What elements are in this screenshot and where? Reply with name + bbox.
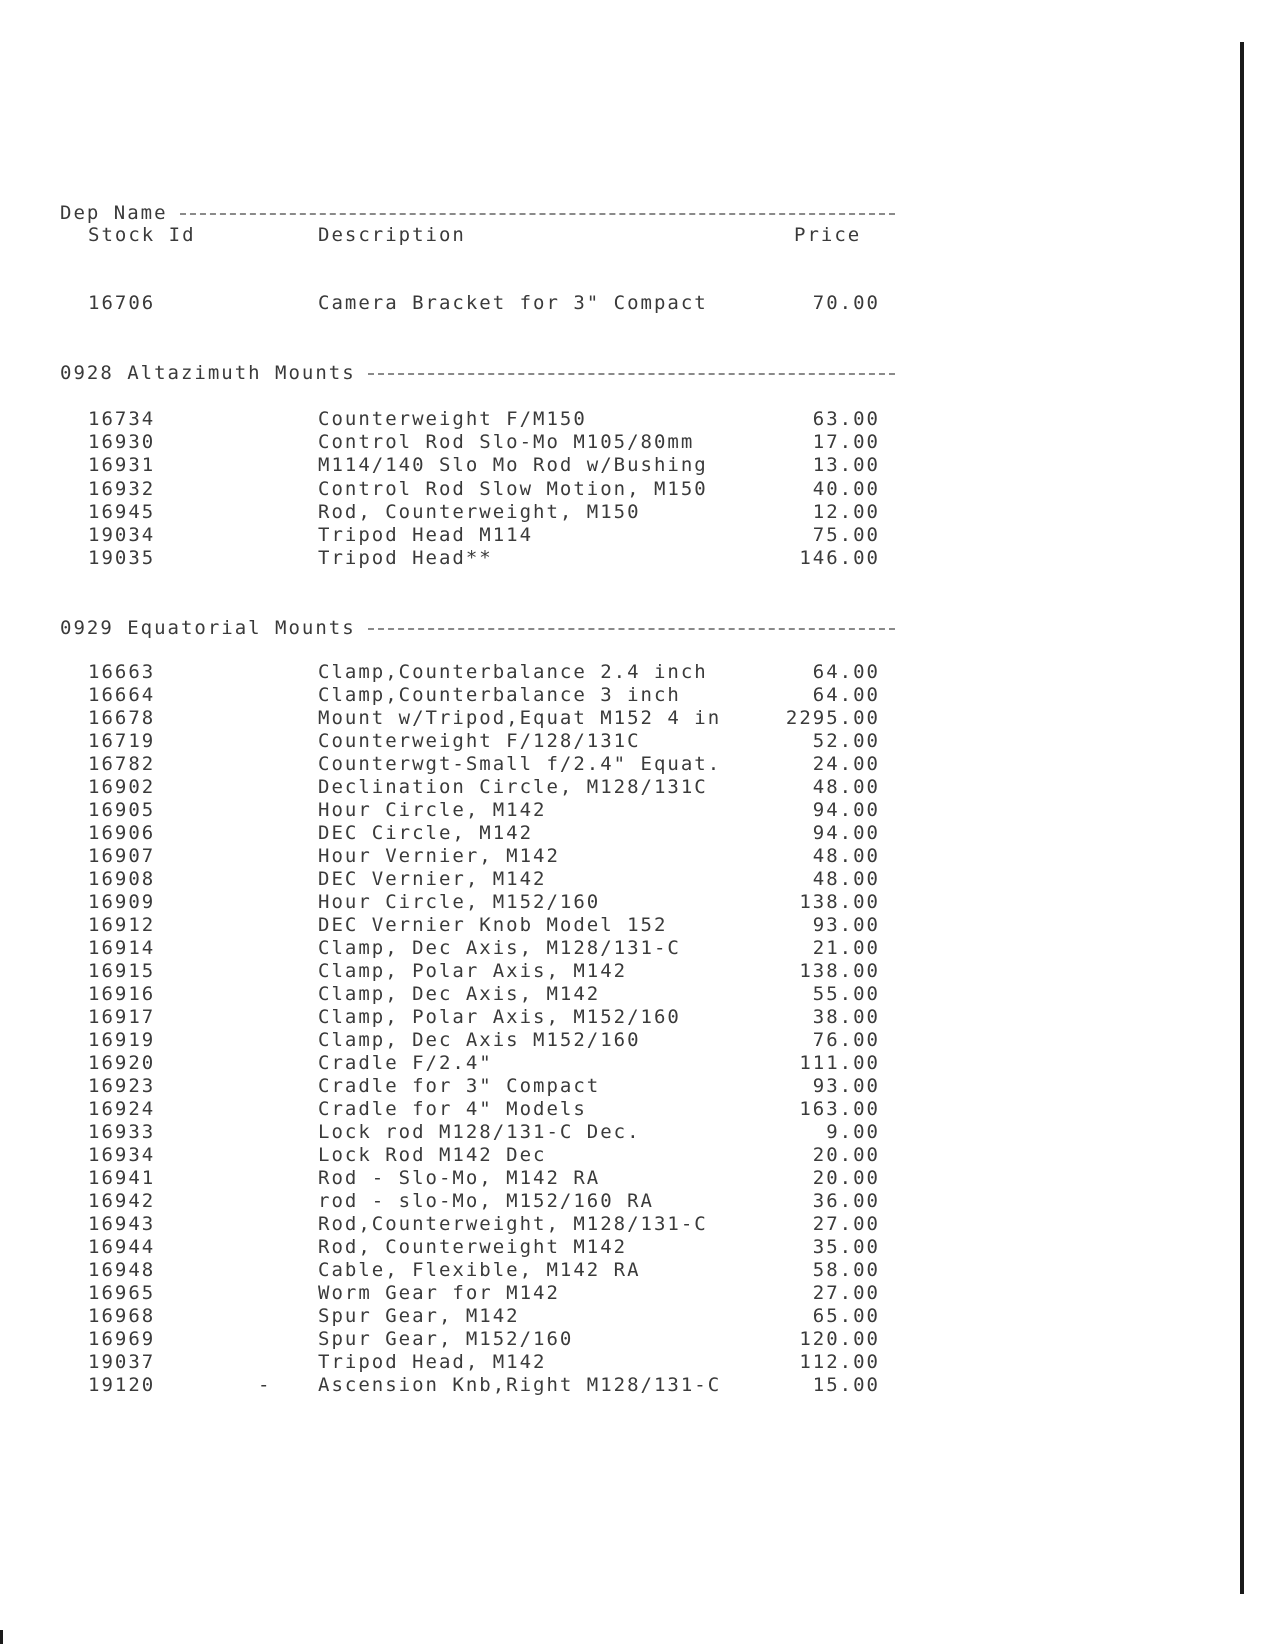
description-cell: Declination Circle, M128/131C xyxy=(318,776,708,798)
table-row xyxy=(0,1330,1000,1353)
table-row xyxy=(0,1008,1000,1031)
table-row xyxy=(0,663,1000,686)
table-row xyxy=(0,410,1000,433)
description-cell: Clamp, Dec Axis M152/160 xyxy=(318,1029,641,1051)
description-cell: Hour Circle, M142 xyxy=(318,799,547,821)
price-cell: 38.00 xyxy=(812,1006,880,1028)
price-cell: 75.00 xyxy=(812,524,880,546)
description-cell: DEC Circle, M142 xyxy=(318,822,534,844)
description-cell: Cradle F/2.4" xyxy=(318,1052,493,1074)
table-row xyxy=(0,801,1000,824)
price-cell: 21.00 xyxy=(812,937,880,959)
price-cell: 138.00 xyxy=(799,960,880,982)
row-mark: - xyxy=(258,1374,272,1396)
stock-id-cell: 16945 xyxy=(88,500,156,523)
stock-id-cell: 16916 xyxy=(88,983,156,1005)
table-row xyxy=(0,549,1000,572)
description-cell: Lock rod M128/131-C Dec. xyxy=(318,1121,641,1143)
price-cell: 93.00 xyxy=(812,1075,880,1097)
table-row xyxy=(0,732,1000,755)
stock-id-cell: 16919 xyxy=(88,1029,156,1051)
price-cell: 27.00 xyxy=(812,1282,880,1304)
price-cell: 12.00 xyxy=(812,500,880,523)
description-cell: DEC Vernier, M142 xyxy=(318,868,547,890)
price-cell: 94.00 xyxy=(812,822,880,844)
price-cell: 48.00 xyxy=(812,868,880,890)
price-cell: 58.00 xyxy=(812,1259,880,1281)
stock-id-cell: 19034 xyxy=(88,524,156,546)
description-cell: Cradle for 3" Compact xyxy=(318,1075,601,1097)
description-cell: Spur Gear, M152/160 xyxy=(318,1328,574,1350)
table-row xyxy=(0,893,1000,916)
price-cell: 20.00 xyxy=(812,1144,880,1166)
price-cell: 20.00 xyxy=(812,1167,880,1189)
description-cell: Camera Bracket for 3" Compact xyxy=(318,292,708,314)
description-cell: Rod - Slo-Mo, M142 RA xyxy=(318,1167,601,1189)
stock-id-cell: 16969 xyxy=(88,1328,156,1350)
stock-id-cell: 16915 xyxy=(88,960,156,982)
stock-id-cell: 16719 xyxy=(88,730,156,752)
table-row xyxy=(0,1077,1000,1100)
price-cell: 94.00 xyxy=(812,799,880,821)
description-cell: Cable, Flexible, M142 RA xyxy=(318,1259,641,1281)
corner-mark xyxy=(0,1630,3,1644)
description-cell: Mount w/Tripod,Equat M152 4 in xyxy=(318,707,722,729)
price-cell: 36.00 xyxy=(812,1190,880,1212)
description-cell: M114/140 Slo Mo Rod w/Bushing xyxy=(318,454,708,477)
stock-id-cell: 16917 xyxy=(88,1006,156,1028)
price-cell: 13.00 xyxy=(812,454,880,477)
table-row xyxy=(0,1215,1000,1238)
table-row xyxy=(0,824,1000,847)
stock-id-cell: 16664 xyxy=(88,684,156,706)
table-row xyxy=(0,870,1000,893)
stock-id-cell: 16933 xyxy=(88,1121,156,1143)
stock-id-cell: 16941 xyxy=(88,1167,156,1189)
price-cell: 64.00 xyxy=(812,684,880,706)
stock-id-cell: 16930 xyxy=(88,431,156,454)
price-cell: 120.00 xyxy=(799,1328,880,1350)
price-cell: 27.00 xyxy=(812,1213,880,1235)
price-cell: 138.00 xyxy=(799,891,880,913)
section-title: 0928 Altazimuth Mounts xyxy=(60,361,356,384)
right-margin-rule xyxy=(1240,42,1244,1594)
price-cell: 17.00 xyxy=(812,431,880,454)
stock-id-cell: 16906 xyxy=(88,822,156,844)
stock-id-cell: 16923 xyxy=(88,1075,156,1097)
stock-id-cell: 16942 xyxy=(88,1190,156,1212)
description-cell: Hour Circle, M152/160 xyxy=(318,891,601,913)
table-row xyxy=(0,985,1000,1008)
price-cell: 112.00 xyxy=(799,1351,880,1373)
description-cell: Rod,Counterweight, M128/131-C xyxy=(318,1213,708,1235)
description-cell: Rod, Counterweight M142 xyxy=(318,1236,628,1258)
description-cell: rod - slo-Mo, M152/160 RA xyxy=(318,1190,654,1212)
description-cell: Spur Gear, M142 xyxy=(318,1305,520,1327)
stock-id-cell: 16782 xyxy=(88,753,156,775)
stock-id-cell: 19037 xyxy=(88,1351,156,1373)
table-row xyxy=(0,939,1000,962)
price-cell: 76.00 xyxy=(812,1029,880,1051)
table-row xyxy=(0,1353,1000,1376)
section-header-equatorial xyxy=(60,617,895,639)
stock-id-cell: 19035 xyxy=(88,547,156,570)
description-cell: Clamp, Dec Axis, M142 xyxy=(318,983,601,1005)
table-row xyxy=(0,1307,1000,1330)
stock-id-cell: 16678 xyxy=(88,707,156,729)
table-row xyxy=(0,1100,1000,1123)
stock-id-cell: 16908 xyxy=(88,868,156,890)
description-cell: Clamp, Polar Axis, M152/160 xyxy=(318,1006,681,1028)
table-row xyxy=(0,709,1000,732)
price-cell: 52.00 xyxy=(812,730,880,752)
price-cell: 93.00 xyxy=(812,914,880,936)
first-group-label: Dep Name xyxy=(60,201,168,224)
column-heading-price: Price xyxy=(794,224,862,246)
stock-id-cell: 16965 xyxy=(88,1282,156,1304)
description-cell: Counterwgt-Small f/2.4" Equat. xyxy=(318,753,722,775)
description-cell: DEC Vernier Knob Model 152 xyxy=(318,914,668,936)
stock-id-cell: 16914 xyxy=(88,937,156,959)
description-cell: Ascension Knb,Right M128/131-C xyxy=(318,1374,722,1396)
description-cell: Counterweight F/M150 xyxy=(318,408,587,430)
description-cell: Control Rod Slow Motion, M150 xyxy=(318,477,708,500)
price-cell: 146.00 xyxy=(799,547,880,570)
section-dashed-rule xyxy=(368,373,895,375)
price-cell: 24.00 xyxy=(812,753,880,775)
description-cell: Clamp, Polar Axis, M142 xyxy=(318,960,628,982)
stock-id-cell: 16943 xyxy=(88,1213,156,1235)
description-cell: Clamp,Counterbalance 2.4 inch xyxy=(318,661,708,683)
stock-id-cell: 16931 xyxy=(88,454,156,477)
table-row xyxy=(0,433,1000,456)
price-cell: 15.00 xyxy=(812,1374,880,1396)
table-row xyxy=(0,477,1000,503)
stock-id-cell: 16905 xyxy=(88,799,156,821)
stock-id-cell: 16920 xyxy=(88,1052,156,1074)
stock-id-cell: 16909 xyxy=(88,891,156,913)
description-cell: Tripod Head, M142 xyxy=(318,1351,547,1373)
table-row xyxy=(0,916,1000,939)
stock-id-cell: 16934 xyxy=(88,1144,156,1166)
table-row xyxy=(0,1054,1000,1077)
table-row xyxy=(0,1169,1000,1192)
description-cell: Cradle for 4" Models xyxy=(318,1098,587,1120)
price-cell: 163.00 xyxy=(799,1098,880,1120)
header-dashed-rule xyxy=(180,213,895,215)
section-header-altazimuth xyxy=(60,362,895,384)
description-cell: Lock Rod M142 Dec xyxy=(318,1144,547,1166)
section-dashed-rule xyxy=(368,628,895,630)
description-cell: Clamp, Dec Axis, M128/131-C xyxy=(318,937,681,959)
stock-id-cell: 16948 xyxy=(88,1259,156,1281)
table-row xyxy=(0,1284,1000,1307)
table-row xyxy=(0,1261,1000,1284)
first-group-header xyxy=(60,202,895,224)
stock-id-cell: 16968 xyxy=(88,1305,156,1327)
stock-id-cell: 16944 xyxy=(88,1236,156,1258)
table-row xyxy=(0,526,1000,549)
table-row xyxy=(0,686,1000,709)
stock-id-cell: 19120 xyxy=(88,1374,156,1396)
table-row xyxy=(0,962,1000,985)
price-cell: 70.00 xyxy=(812,292,880,314)
stock-id-cell: 16902 xyxy=(88,776,156,798)
description-cell: Tripod Head** xyxy=(318,547,493,570)
table-row xyxy=(0,1031,1000,1054)
table-row xyxy=(0,456,1000,479)
table-row xyxy=(0,847,1000,870)
price-cell: 55.00 xyxy=(812,983,880,1005)
table-row xyxy=(0,778,1000,801)
section-title: 0929 Equatorial Mounts xyxy=(60,616,356,639)
stock-id-cell: 16932 xyxy=(88,477,156,500)
price-cell: 48.00 xyxy=(812,776,880,798)
stock-id-cell: 16924 xyxy=(88,1098,156,1120)
description-cell: Control Rod Slo-Mo M105/80mm xyxy=(318,431,695,454)
description-cell: Worm Gear for M142 xyxy=(318,1282,560,1304)
table-row xyxy=(0,500,1000,526)
price-cell: 9.00 xyxy=(826,1121,880,1143)
description-cell: Rod, Counterweight, M150 xyxy=(318,500,641,523)
column-heading-stock-id: Stock Id xyxy=(88,224,196,246)
price-cell: 64.00 xyxy=(812,661,880,683)
table-row xyxy=(0,755,1000,778)
stock-id-cell: 16912 xyxy=(88,914,156,936)
description-cell: Clamp,Counterbalance 3 inch xyxy=(318,684,681,706)
column-heading-description: Description xyxy=(318,224,466,246)
price-cell: 63.00 xyxy=(812,408,880,430)
table-row xyxy=(0,1123,1000,1146)
price-cell: 2295.00 xyxy=(785,707,880,729)
table-row xyxy=(0,1376,1000,1399)
stock-id-cell: 16907 xyxy=(88,845,156,867)
description-cell: Hour Vernier, M142 xyxy=(318,845,560,867)
table-row xyxy=(0,1238,1000,1261)
price-cell: 65.00 xyxy=(812,1305,880,1327)
price-cell: 111.00 xyxy=(799,1052,880,1074)
stock-id-cell: 16734 xyxy=(88,408,156,430)
price-cell: 48.00 xyxy=(812,845,880,867)
price-cell: 40.00 xyxy=(812,477,880,500)
table-row xyxy=(0,1146,1000,1169)
price-cell: 35.00 xyxy=(812,1236,880,1258)
stock-id-cell: 16663 xyxy=(88,661,156,683)
stock-id-cell: 16706 xyxy=(88,292,156,314)
description-cell: Counterweight F/128/131C xyxy=(318,730,641,752)
description-cell: Tripod Head M114 xyxy=(318,524,534,546)
table-row xyxy=(0,294,1000,317)
table-row xyxy=(0,1192,1000,1215)
